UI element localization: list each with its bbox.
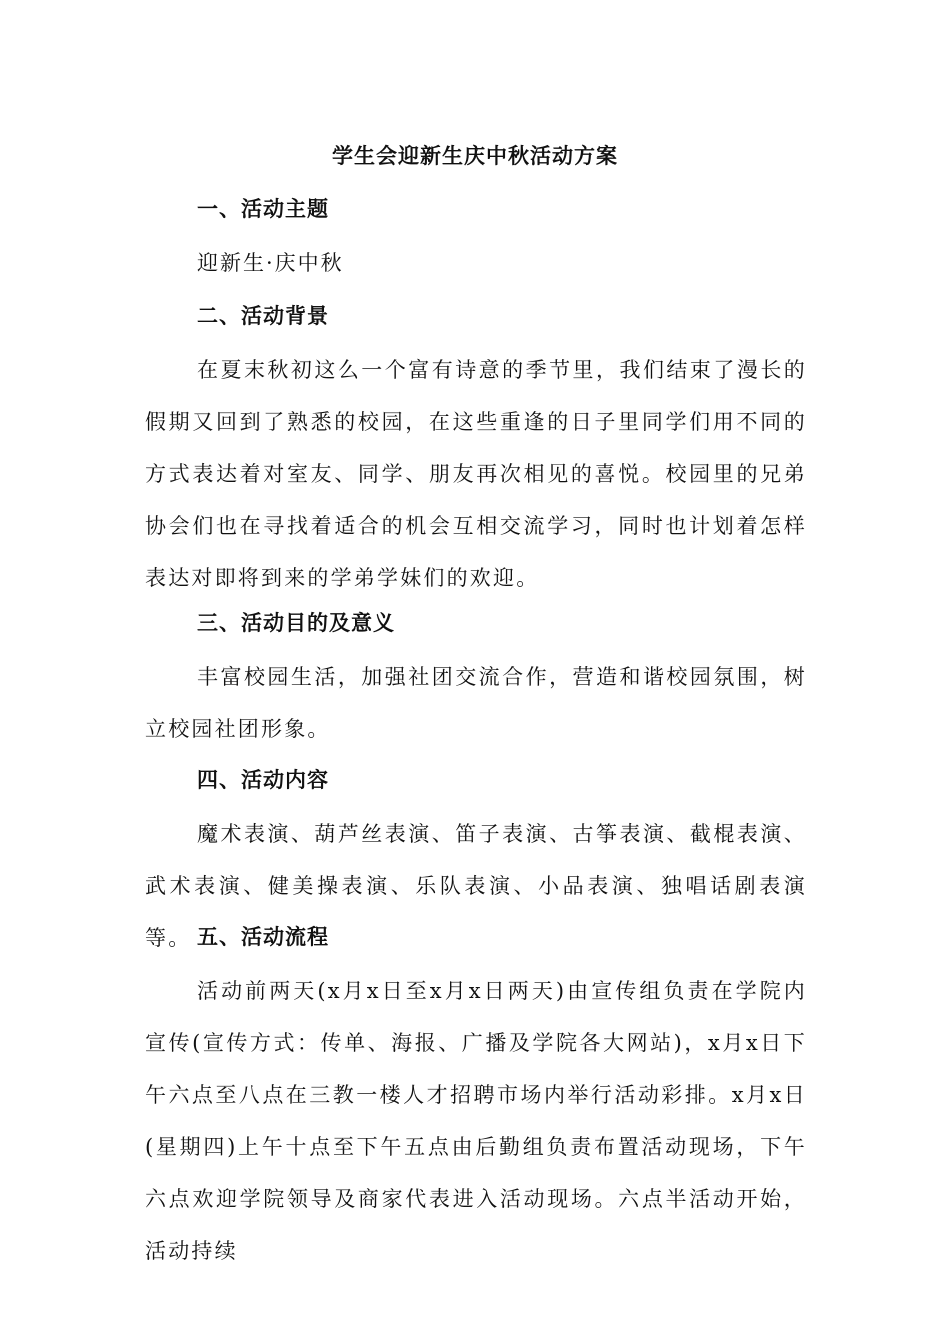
section-heading-background: 二、活动背景	[197, 304, 329, 328]
section-body-theme: 迎新生·庆中秋	[197, 251, 344, 275]
section-heading-content: 四、活动内容	[197, 768, 329, 792]
section-heading-process: 五、活动流程	[197, 925, 329, 949]
section-heading-theme: 一、活动主题	[197, 197, 329, 221]
section-body-process: 活动前两天(x月x日至x月x日两天)由宣传组负责在学院内宣传(宣传方式：传单、海报、广播及学院各大网站)，x月x日下午六点至八点在三教一楼人才招聘市场内举行活动彩排。x月x日(星期四)上午十点至下午五点由后勤组负责布置活动现场，下午六点欢迎学院领导及商家代表进入活动现场。六点半活动开始，活动持续	[145, 979, 807, 1263]
section-body-background: 在夏末秋初这么一个富有诗意的季节里，我们结束了漫长的假期又回到了熟悉的校园，在这些重逢的日子里同学们用不同的方式表达着对室友、同学、朋友再次相见的喜悦。校园里的兄弟协会们也在寻找着适合的机会互相交流学习，同时也计划着怎样表达对即将到来的学弟学妹们的欢迎。	[145, 358, 807, 590]
section-body-purpose: 丰富校园生活，加强社团交流合作，营造和谐校园氛围，树立校园社团形象。	[145, 665, 807, 741]
section-body-content: 魔术表演、葫芦丝表演、笛子表演、古筝表演、截棍表演、武术表演、健美操表演、乐队表演、小品表演、独唱话剧表演等。	[145, 822, 807, 950]
document-title: 学生会迎新生庆中秋活动方案	[332, 144, 618, 168]
section-heading-purpose: 三、活动目的及意义	[197, 611, 395, 635]
